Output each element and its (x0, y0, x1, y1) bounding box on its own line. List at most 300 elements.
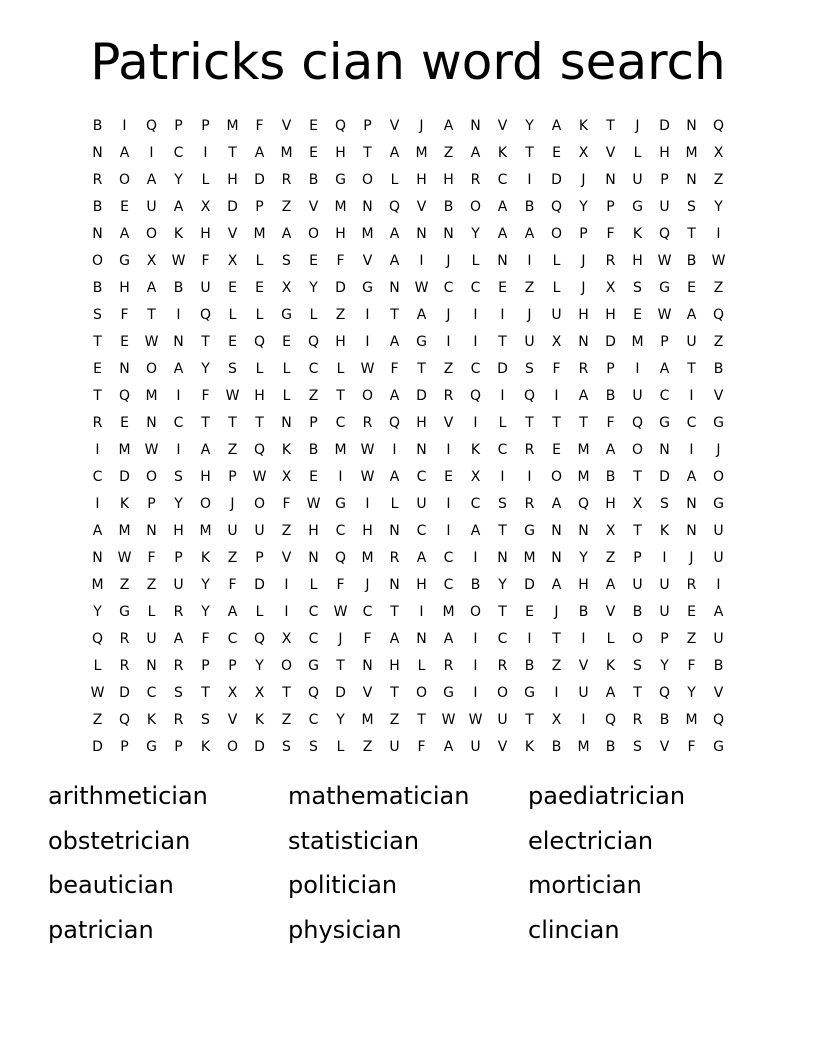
grid-letter: C (308, 630, 319, 647)
grid-letter: W (171, 252, 186, 269)
grid-letter: G (362, 279, 373, 296)
grid-letter: A (119, 225, 130, 242)
grid-letter: F (363, 630, 372, 647)
grid-letter: A (227, 603, 238, 620)
grid-letter: T (498, 333, 507, 350)
grid-letter: M (577, 738, 590, 755)
grid-letter: T (390, 306, 399, 323)
grid-letter: N (92, 549, 103, 566)
grid-letter: M (91, 576, 104, 593)
grid-letter: P (660, 171, 669, 188)
grid-letter: V (389, 117, 400, 134)
grid-letter: Q (334, 117, 347, 134)
grid-letter: L (255, 603, 264, 620)
grid-letter: N (578, 522, 589, 539)
grid-letter: H (632, 252, 643, 269)
grid-letter: C (659, 387, 670, 404)
grid-letter: O (280, 657, 293, 674)
grid-letter: D (335, 684, 346, 701)
grid-letter: A (281, 225, 292, 242)
grid-letter: Z (443, 360, 454, 377)
grid-letter: I (689, 387, 694, 404)
grid-letter: I (554, 684, 559, 701)
grid-letter: A (605, 684, 616, 701)
grid-letter: U (146, 198, 157, 215)
grid-letter: H (335, 225, 346, 242)
grid-letter: A (389, 333, 400, 350)
grid-letter: Y (309, 279, 318, 296)
grid-letter: I (716, 576, 721, 593)
grid-letter: L (309, 576, 318, 593)
grid-letter: L (255, 360, 264, 377)
grid-letter: A (497, 225, 508, 242)
grid-letter: A (497, 198, 508, 215)
grid-letter: Q (604, 711, 617, 728)
grid-letter: A (659, 360, 670, 377)
grid-letter: G (713, 495, 724, 512)
word-bank-item: mathematician (288, 782, 470, 810)
grid-letter: T (633, 522, 642, 539)
grid-letter: M (253, 225, 266, 242)
grid-letter: O (145, 468, 158, 485)
grid-letter: R (524, 495, 535, 512)
grid-letter: L (228, 306, 237, 323)
grid-letter: Q (118, 711, 131, 728)
grid-letter: M (577, 441, 590, 458)
grid-letter: Q (577, 495, 590, 512)
grid-letter: M (361, 225, 374, 242)
grid-letter: H (254, 387, 265, 404)
grid-letter: B (632, 603, 643, 620)
grid-letter: N (92, 144, 103, 161)
grid-letter: E (228, 279, 237, 296)
grid-letter: G (632, 198, 643, 215)
grid-letter: N (92, 225, 103, 242)
grid-letter: M (361, 549, 374, 566)
grid-letter: J (527, 306, 532, 323)
grid-letter: M (523, 549, 536, 566)
grid-letter: H (308, 522, 319, 539)
grid-letter: I (176, 441, 181, 458)
grid-letter: F (201, 252, 210, 269)
grid-letter: S (525, 360, 534, 377)
grid-letter: P (579, 225, 588, 242)
grid-letter: Q (550, 198, 563, 215)
grid-letter: Z (713, 333, 724, 350)
grid-letter: H (335, 333, 346, 350)
grid-letter: H (659, 144, 670, 161)
word-bank-item: patrician (48, 915, 154, 944)
grid-letter: W (225, 387, 240, 404)
grid-letter: P (363, 117, 372, 134)
grid-letter: Q (91, 630, 104, 647)
grid-letter: B (308, 171, 319, 188)
grid-letter: I (581, 630, 586, 647)
grid-letter: Q (658, 684, 671, 701)
grid-letter: F (282, 495, 291, 512)
grid-letter: T (363, 144, 372, 161)
grid-letter: C (470, 495, 481, 512)
grid-letter: U (524, 333, 535, 350)
grid-letter: R (497, 657, 508, 674)
grid-letter: U (713, 549, 724, 566)
grid-letter: B (605, 468, 616, 485)
grid-letter: D (254, 738, 265, 755)
grid-letter: C (92, 468, 103, 485)
grid-letter: L (147, 603, 156, 620)
grid-letter: I (527, 468, 532, 485)
grid-letter: X (227, 252, 238, 269)
grid-letter: L (471, 252, 480, 269)
grid-letter: Z (551, 657, 562, 674)
grid-letter: Z (281, 711, 292, 728)
grid-letter: N (551, 549, 562, 566)
grid-letter: L (633, 144, 642, 161)
grid-letter: U (659, 576, 670, 593)
grid-letter: F (687, 657, 696, 674)
grid-letter: Z (686, 630, 697, 647)
grid-letter: T (606, 117, 615, 134)
grid-letter: D (659, 468, 670, 485)
grid-letter: C (416, 468, 427, 485)
grid-letter: T (417, 711, 426, 728)
grid-letter: I (95, 441, 100, 458)
grid-letter: A (443, 117, 454, 134)
grid-letter: C (308, 711, 319, 728)
grid-letter: W (252, 468, 267, 485)
grid-letter: A (173, 360, 184, 377)
grid-letter: L (606, 630, 615, 647)
grid-letter: J (581, 279, 586, 296)
grid-letter: W (144, 333, 159, 350)
grid-letter: C (416, 522, 427, 539)
grid-letter: S (93, 306, 102, 323)
grid-letter: I (581, 711, 586, 728)
grid-letter: O (415, 684, 428, 701)
grid-letter: K (632, 225, 643, 242)
grid-letter: Q (388, 198, 401, 215)
grid-letter: T (552, 630, 561, 647)
letter-grid (84, 112, 732, 760)
grid-letter: P (120, 738, 129, 755)
grid-letter: C (497, 441, 508, 458)
grid-letter: Q (307, 684, 320, 701)
grid-letter: T (336, 387, 345, 404)
grid-letter: O (469, 198, 482, 215)
grid-letter: H (443, 171, 454, 188)
grid-letter: E (120, 198, 129, 215)
grid-letter: E (525, 603, 534, 620)
grid-letter: A (389, 144, 400, 161)
grid-letter: M (685, 144, 698, 161)
grid-letter: W (657, 252, 672, 269)
grid-letter: Z (335, 306, 346, 323)
grid-letter: J (446, 306, 451, 323)
grid-letter: C (443, 549, 454, 566)
grid-letter: C (443, 279, 454, 296)
grid-letter: E (93, 360, 102, 377)
grid-letter: U (227, 522, 238, 539)
grid-letter: V (605, 144, 616, 161)
grid-letter: H (227, 171, 238, 188)
grid-letter: W (333, 603, 348, 620)
grid-letter: X (551, 333, 562, 350)
grid-letter: J (689, 549, 694, 566)
grid-letter: X (632, 495, 643, 512)
grid-letter: C (497, 630, 508, 647)
grid-letter: J (446, 252, 451, 269)
grid-letter: X (281, 468, 292, 485)
grid-letter: A (200, 441, 211, 458)
grid-letter: E (309, 252, 318, 269)
grid-letter: Q (334, 549, 347, 566)
grid-letter: R (605, 252, 616, 269)
word-bank-item: beautician (48, 871, 174, 899)
grid-letter: I (473, 684, 478, 701)
grid-letter: O (307, 225, 320, 242)
grid-letter: Y (174, 171, 183, 188)
grid-letter: J (581, 171, 586, 188)
page-title: Patricks cian word search (90, 33, 726, 91)
grid-letter: L (255, 306, 264, 323)
grid-letter: O (550, 468, 563, 485)
grid-letter: P (147, 495, 156, 512)
grid-letter: I (500, 468, 505, 485)
grid-letter: A (254, 144, 265, 161)
grid-letter: S (633, 738, 642, 755)
grid-letter: Q (199, 306, 212, 323)
grid-letter: I (527, 252, 532, 269)
grid-letter: V (362, 684, 373, 701)
grid-letter: Z (281, 198, 292, 215)
grid-letter: B (470, 576, 481, 593)
grid-letter: Y (174, 495, 183, 512)
grid-letter: Z (92, 711, 103, 728)
grid-letter: S (201, 711, 210, 728)
grid-letter: W (360, 360, 375, 377)
grid-letter: S (633, 657, 642, 674)
grid-letter: Q (388, 414, 401, 431)
grid-letter: G (524, 522, 535, 539)
grid-letter: G (713, 414, 724, 431)
grid-letter: T (552, 414, 561, 431)
grid-letter: I (176, 306, 181, 323)
grid-letter: B (92, 198, 103, 215)
grid-letter: Z (281, 522, 292, 539)
grid-letter: I (365, 495, 370, 512)
grid-letter: F (255, 117, 264, 134)
grid-letter: R (119, 630, 130, 647)
grid-letter: Y (714, 198, 723, 215)
grid-letter: O (118, 171, 131, 188)
grid-letter: D (551, 171, 562, 188)
grid-letter: H (362, 522, 373, 539)
grid-letter: G (335, 171, 346, 188)
grid-letter: P (255, 198, 264, 215)
grid-letter: C (146, 684, 157, 701)
grid-letter: H (200, 468, 211, 485)
grid-letter: G (335, 495, 346, 512)
grid-letter: B (551, 738, 562, 755)
grid-letter: G (281, 306, 292, 323)
grid-letter: B (605, 387, 616, 404)
grid-letter: I (365, 306, 370, 323)
grid-letter: N (686, 117, 697, 134)
grid-letter: U (200, 279, 211, 296)
grid-letter: N (146, 657, 157, 674)
grid-letter: M (226, 117, 239, 134)
grid-letter: V (227, 225, 238, 242)
grid-letter: W (360, 441, 375, 458)
grid-letter: N (605, 171, 616, 188)
grid-letter: T (201, 684, 210, 701)
grid-letter: R (578, 360, 589, 377)
grid-letter: I (284, 603, 289, 620)
grid-letter: I (338, 468, 343, 485)
grid-letter: L (390, 171, 399, 188)
grid-letter: I (500, 387, 505, 404)
word-bank-item: clincian (528, 915, 620, 944)
grid-letter: B (605, 738, 616, 755)
grid-letter: P (606, 198, 615, 215)
word-bank-item: electrician (528, 826, 654, 855)
grid-letter: B (686, 252, 697, 269)
grid-letter: E (498, 279, 507, 296)
grid-letter: B (308, 441, 319, 458)
grid-letter: A (146, 279, 157, 296)
grid-letter: Y (201, 603, 210, 620)
grid-letter: J (338, 630, 343, 647)
grid-letter: J (635, 117, 640, 134)
grid-letter: T (633, 684, 642, 701)
grid-letter: L (552, 279, 561, 296)
grid-letter: B (173, 279, 184, 296)
grid-letter: U (173, 576, 184, 593)
grid-letter: Q (118, 387, 131, 404)
grid-letter: P (201, 117, 210, 134)
grid-letter: L (309, 306, 318, 323)
grid-letter: R (470, 171, 481, 188)
grid-letter: B (713, 657, 724, 674)
grid-letter: V (659, 738, 670, 755)
grid-letter: T (336, 657, 345, 674)
grid-letter: C (497, 171, 508, 188)
grid-letter: N (443, 225, 454, 242)
grid-letter: N (686, 495, 697, 512)
grid-letter: K (200, 549, 211, 566)
grid-letter: M (577, 468, 590, 485)
grid-letter: S (687, 198, 696, 215)
grid-letter: P (228, 468, 237, 485)
grid-letter: W (90, 684, 105, 701)
grid-letter: B (524, 657, 535, 674)
grid-letter: I (419, 252, 424, 269)
grid-letter: W (360, 468, 375, 485)
grid-letter: B (659, 711, 670, 728)
grid-letter: S (228, 360, 237, 377)
grid-letter: A (551, 576, 562, 593)
grid-letter: S (174, 684, 183, 701)
grid-letter: I (554, 387, 559, 404)
grid-letter: R (173, 711, 184, 728)
grid-letter: G (659, 414, 670, 431)
grid-letter: A (443, 738, 454, 755)
grid-letter: W (441, 711, 456, 728)
grid-letter: C (173, 414, 184, 431)
grid-letter: I (365, 333, 370, 350)
grid-letter: U (551, 306, 562, 323)
grid-letter: L (390, 495, 399, 512)
grid-letter: G (119, 252, 130, 269)
grid-letter: G (524, 684, 535, 701)
grid-letter: W (657, 306, 672, 323)
grid-letter: A (470, 144, 481, 161)
word-bank-item: politician (288, 871, 398, 899)
grid-letter: D (254, 171, 265, 188)
grid-letter: V (713, 684, 724, 701)
grid-letter: R (362, 414, 373, 431)
grid-letter: F (552, 360, 561, 377)
grid-letter: K (659, 522, 670, 539)
grid-letter: V (281, 549, 292, 566)
grid-letter: T (687, 225, 696, 242)
grid-letter: U (632, 576, 643, 593)
grid-letter: N (362, 657, 373, 674)
grid-letter: X (281, 630, 292, 647)
grid-letter: M (334, 441, 347, 458)
grid-letter: O (361, 171, 374, 188)
grid-letter: R (632, 711, 643, 728)
grid-letter: Q (712, 117, 725, 134)
grid-letter: Q (253, 333, 266, 350)
grid-letter: A (578, 387, 589, 404)
grid-letter: M (334, 198, 347, 215)
grid-letter: T (390, 684, 399, 701)
grid-letter: T (498, 603, 507, 620)
grid-letter: A (416, 306, 427, 323)
grid-letter: Z (605, 549, 616, 566)
grid-letter: A (389, 387, 400, 404)
grid-letter: T (390, 603, 399, 620)
grid-letter: D (497, 360, 508, 377)
grid-letter: U (659, 198, 670, 215)
grid-letter: D (92, 738, 103, 755)
grid-letter: U (578, 684, 589, 701)
grid-letter: C (443, 576, 454, 593)
grid-letter: T (525, 711, 534, 728)
grid-letter: Z (389, 711, 400, 728)
grid-letter: Q (712, 306, 725, 323)
grid-letter: I (95, 495, 100, 512)
grid-letter: E (255, 279, 264, 296)
grid-letter: F (336, 252, 345, 269)
grid-letter: V (578, 657, 589, 674)
grid-letter: A (605, 576, 616, 593)
grid-letter: M (145, 387, 158, 404)
grid-letter: I (527, 171, 532, 188)
grid-letter: N (686, 171, 697, 188)
grid-letter: K (470, 441, 481, 458)
grid-letter: X (551, 711, 562, 728)
grid-letter: D (524, 576, 535, 593)
grid-letter: H (200, 225, 211, 242)
grid-letter: I (446, 495, 451, 512)
grid-letter: K (200, 738, 211, 755)
grid-letter: K (146, 711, 157, 728)
grid-letter: A (713, 603, 724, 620)
word-bank (48, 780, 768, 958)
grid-letter: C (173, 144, 184, 161)
